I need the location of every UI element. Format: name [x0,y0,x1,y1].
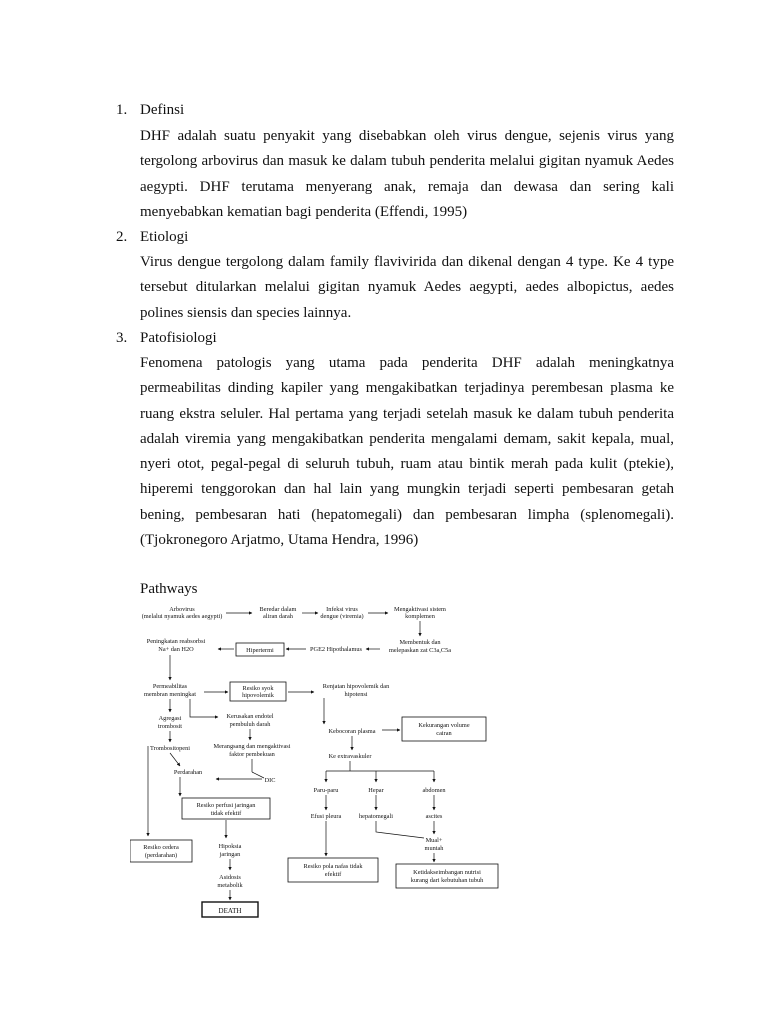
node-perdarahan: Perdarahan [173,769,203,776]
svg-text:faktor pembekuan: faktor pembekuan [229,751,275,758]
svg-text:hipotensi: hipotensi [344,691,368,698]
node-reabsorbsi [147,638,206,653]
node-ascites: ascites [425,813,443,820]
svg-text:efektif: efektif [324,871,342,878]
svg-text:hipovolemik: hipovolemik [242,692,274,699]
node-abdomen: abdomen [422,787,446,794]
svg-text:Arbovirus: Arbovirus [169,606,195,613]
svg-text:PGE2 Hipothalamus: PGE2 Hipothalamus [310,646,362,653]
node-pge2 [310,646,362,653]
node-kebocoran-plasma: Kebocoran plasma [328,728,376,735]
node-merangsang [214,743,291,758]
svg-text:Kerusakan endotel: Kerusakan endotel [226,713,274,720]
item-title-definisi: Definsi [140,102,185,118]
svg-text:Membentuk dan: Membentuk dan [399,639,441,646]
item-number-2: 2. [116,229,128,245]
svg-text:Renjatan hipovolemik dan: Renjatan hipovolemik dan [322,683,390,690]
svg-text:Resiko pola nafas tidak: Resiko pola nafas tidak [303,863,363,870]
node-death: DEATH [218,907,242,915]
svg-text:Permeabilitas: Permeabilitas [152,683,188,690]
paragraph-patofisiologi: Fenomena patologis yang utama pada penderita DHF adalah meningkatnya permeabilitas dinding kapiler yang mengakibatkan terjadinya perembesan plasma ke ruang ekstra seluler. Hal pertama yang terjadi setelah masuk ke dalam tubuh penderita adalah viremia yang mengakibatkan penderita mengalami demam, sakit kepala, mual, nyeri otot, pegal-pegal di seluruh tubuh, ruam atau bintik merah pada kulit (ptekie), hiperemi tenggorokan dan hal lain yang mungkin terjadi seperti pembesaran getah bening, pembesaran hati (hepatomegali) dan pembesaran limpha (splenomegali). (Tjokronegoro Arjatmo, Utama Hendra, 1996) [140,355,674,549]
svg-text:Na+ dan H2O: Na+ dan H2O [158,646,194,653]
node-resiko-cedera [143,844,179,859]
svg-text:komplemen: komplemen [405,613,435,620]
node-kerusakan [226,713,273,728]
svg-text:Merangsang dan mengaktivasi: Merangsang dan mengaktivasi [213,743,291,750]
node-hepatomegali: hepatomegali [359,813,393,820]
node-mual-muntah [425,837,445,852]
paragraph-etiologi: Virus dengue tergolong dalam family flavivirida dan dikenal dengan 4 type. Ke 4 type tersebut ditularkan melalui gigitan nyamuk Aedes aegypti, aedes albopictus, aedes polines siensis dan species lainnya. [140,254,674,321]
svg-text:tidak efektif: tidak efektif [210,810,242,817]
node-asidosis [217,874,243,889]
item-title-etiologi: Etiologi [140,229,189,245]
svg-text:kurang dari kebutuhan tubuh: kurang dari kebutuhan tubuh [410,877,484,884]
node-ketidakseimbangan-nutrisi [411,869,484,884]
svg-text:trombosit: trombosit [157,723,183,730]
node-resiko-syok [242,685,275,699]
svg-text:aliran darah: aliran darah [263,613,293,620]
svg-text:dengue (viremia): dengue (viremia) [320,613,364,620]
svg-text:(melalui nyamuk aedes aegypti): (melalui nyamuk aedes aegypti) [141,613,223,620]
box-ketidakseimbangan-nutrisi [396,864,498,888]
svg-text:Resiko syok: Resiko syok [242,685,274,692]
item-number-3: 3. [116,330,128,346]
node-infeksi [320,606,363,620]
svg-text:pembuluh darah: pembuluh darah [229,721,271,728]
svg-text:Ketidakseimbangan nutrisi: Ketidakseimbangan nutrisi [413,869,481,876]
node-trombositopeni: Trombositopeni [149,745,191,752]
node-hipertermi: Hipertermi [246,647,274,654]
svg-text:membran meningkat: membran meningkat [144,691,196,698]
svg-text:Mengaktivasi sistem: Mengaktivasi sistem [394,606,446,613]
box-resiko-pola-nafas [288,858,378,882]
svg-text:Mual+: Mual+ [425,837,443,844]
node-renjatan [323,683,390,698]
node-efusi-pleura: Efusi pleura [310,813,342,820]
svg-text:(perdarahan): (perdarahan) [144,852,178,859]
node-ekstravaskuler: Ke extravaskuler [328,753,372,760]
item-number-1: 1. [116,102,128,118]
node-permeabilitas [144,683,196,698]
svg-text:melepaskan zat C3a,C5a: melepaskan zat C3a,C5a [388,647,452,654]
node-hipoksia [219,843,242,858]
svg-text:Resiko perfusi jaringan: Resiko perfusi jaringan [196,802,256,809]
svg-text:Hipoksia: Hipoksia [218,843,242,850]
box-kekurangan-volume [402,717,486,741]
svg-text:cairan: cairan [436,730,452,737]
svg-text:Resiko cedera: Resiko cedera [143,844,179,851]
svg-text:Agregasi: Agregasi [158,715,182,722]
node-aktivasi-komplemen [394,606,446,620]
svg-text:Beredar dalam: Beredar dalam [259,606,297,613]
node-agregasi [158,715,182,730]
svg-text:Infeksi virus: Infeksi virus [326,606,358,613]
node-dic: DIC [264,777,276,784]
node-paru-paru: Paru-paru [313,787,339,794]
item-title-patofisiologi: Patofisiologi [140,330,217,346]
node-hepar: Hepar [368,787,384,794]
svg-text:jaringan: jaringan [219,851,241,858]
svg-text:Asidosis: Asidosis [219,874,241,881]
svg-text:muntah: muntah [424,845,444,852]
svg-text:Kekurangan volume: Kekurangan volume [418,722,470,729]
svg-text:Peningkatan reabsorbsi: Peningkatan reabsorbsi [146,638,206,645]
pathways-diagram [130,600,510,920]
svg-text:metabolik: metabolik [217,882,243,889]
node-arbovirus [142,606,223,620]
node-beredar [260,606,297,620]
node-membentuk [389,639,451,654]
paragraph-definisi: DHF adalah suatu penyakit yang disebabkan oleh virus dengue, sejenis virus yang tergolong arbovirus dan masuk ke dalam tubuh penderita melalui gigitan nyamuk Aedes aegypti. DHF terutama menyerang anak, remaja dan dewasa dan sering kali menyebabkan kematian bagi penderita (Effendi, 1995) [140,128,674,220]
pathways-heading: Pathways [140,581,198,597]
